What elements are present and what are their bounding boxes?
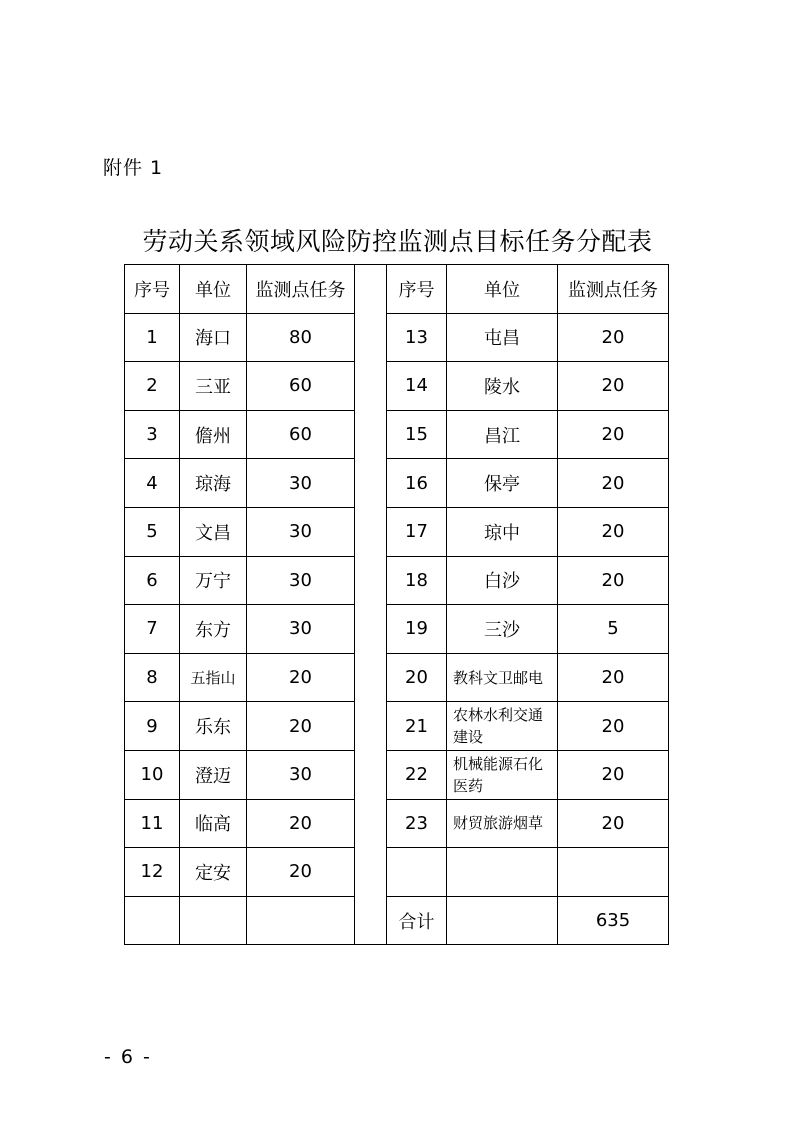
attachment-label: 附件 1 [103, 157, 164, 179]
header-unit-left: 单位 [180, 265, 247, 314]
unit-cell: 东方 [180, 605, 247, 654]
seq-cell: 6 [125, 556, 180, 605]
seq-cell: 13 [387, 313, 447, 362]
seq-cell: 21 [387, 702, 447, 751]
header-row [125, 265, 669, 314]
unit-cell: 财贸旅游烟草 [447, 799, 558, 848]
seq-cell: 12 [125, 848, 180, 897]
table-row [125, 653, 669, 702]
seq-cell: 18 [387, 556, 447, 605]
unit-cell: 农林水利交通建设 [447, 702, 558, 751]
table-row [125, 750, 669, 799]
task-cell: 20 [558, 653, 669, 702]
task-cell: 60 [247, 410, 355, 459]
empty-cell [180, 896, 247, 945]
task-allocation-table [124, 264, 669, 945]
header-task-right: 监测点任务 [558, 265, 669, 314]
unit-cell: 儋州 [180, 410, 247, 459]
task-cell: 20 [558, 799, 669, 848]
task-cell: 30 [247, 750, 355, 799]
task-cell: 20 [558, 507, 669, 556]
total-value: 635 [558, 896, 669, 945]
task-cell: 20 [558, 459, 669, 508]
unit-cell: 三亚 [180, 362, 247, 411]
task-cell: 20 [247, 848, 355, 897]
total-row [125, 896, 669, 945]
task-cell: 30 [247, 605, 355, 654]
task-cell: 60 [247, 362, 355, 411]
task-cell: 20 [247, 799, 355, 848]
table-row [125, 410, 669, 459]
table-row [125, 605, 669, 654]
table-row [125, 556, 669, 605]
unit-cell: 定安 [180, 848, 247, 897]
task-cell [558, 848, 669, 897]
unit-cell: 昌江 [447, 410, 558, 459]
task-cell: 20 [247, 653, 355, 702]
table-row [125, 362, 669, 411]
header-seq-left: 序号 [125, 265, 180, 314]
header-unit-right: 单位 [447, 265, 558, 314]
total-label: 合计 [387, 896, 447, 945]
seq-cell: 19 [387, 605, 447, 654]
seq-cell: 14 [387, 362, 447, 411]
task-cell: 5 [558, 605, 669, 654]
seq-cell: 17 [387, 507, 447, 556]
unit-cell: 文昌 [180, 507, 247, 556]
unit-cell: 三沙 [447, 605, 558, 654]
table-row [125, 799, 669, 848]
seq-cell: 4 [125, 459, 180, 508]
seq-cell: 5 [125, 507, 180, 556]
table-row [125, 507, 669, 556]
seq-cell: 16 [387, 459, 447, 508]
task-cell: 20 [558, 702, 669, 751]
task-cell: 20 [558, 750, 669, 799]
table-row [125, 313, 669, 362]
page-title: 劳动关系领域风险防控监测点目标任务分配表 [142, 227, 653, 256]
unit-cell: 教科文卫邮电 [447, 653, 558, 702]
task-cell: 80 [247, 313, 355, 362]
unit-cell: 保亭 [447, 459, 558, 508]
task-cell: 20 [558, 556, 669, 605]
unit-cell: 海口 [180, 313, 247, 362]
empty-cell [447, 896, 558, 945]
seq-cell: 22 [387, 750, 447, 799]
task-cell: 20 [247, 702, 355, 751]
unit-cell: 白沙 [447, 556, 558, 605]
task-cell: 30 [247, 556, 355, 605]
seq-cell: 23 [387, 799, 447, 848]
spacer-column [355, 265, 387, 945]
seq-cell: 2 [125, 362, 180, 411]
unit-cell: 琼中 [447, 507, 558, 556]
unit-cell: 陵水 [447, 362, 558, 411]
unit-cell: 琼海 [180, 459, 247, 508]
table-row [125, 702, 669, 751]
seq-cell: 8 [125, 653, 180, 702]
seq-cell [387, 848, 447, 897]
seq-cell: 3 [125, 410, 180, 459]
seq-cell: 9 [125, 702, 180, 751]
unit-cell: 五指山 [180, 653, 247, 702]
seq-cell: 11 [125, 799, 180, 848]
unit-cell: 乐东 [180, 702, 247, 751]
unit-cell: 机械能源石化医药 [447, 750, 558, 799]
unit-cell [447, 848, 558, 897]
unit-cell: 屯昌 [447, 313, 558, 362]
task-cell: 20 [558, 362, 669, 411]
seq-cell: 20 [387, 653, 447, 702]
task-cell: 20 [558, 313, 669, 362]
table-row [125, 459, 669, 508]
header-seq-right: 序号 [387, 265, 447, 314]
page-number: - 6 - [104, 1046, 152, 1068]
unit-cell: 临高 [180, 799, 247, 848]
seq-cell: 1 [125, 313, 180, 362]
task-cell: 20 [558, 410, 669, 459]
empty-cell [247, 896, 355, 945]
seq-cell: 10 [125, 750, 180, 799]
seq-cell: 7 [125, 605, 180, 654]
empty-cell [125, 896, 180, 945]
header-task-left: 监测点任务 [247, 265, 355, 314]
unit-cell: 万宁 [180, 556, 247, 605]
seq-cell: 15 [387, 410, 447, 459]
table-row [125, 848, 669, 897]
unit-cell: 澄迈 [180, 750, 247, 799]
task-cell: 30 [247, 507, 355, 556]
task-cell: 30 [247, 459, 355, 508]
